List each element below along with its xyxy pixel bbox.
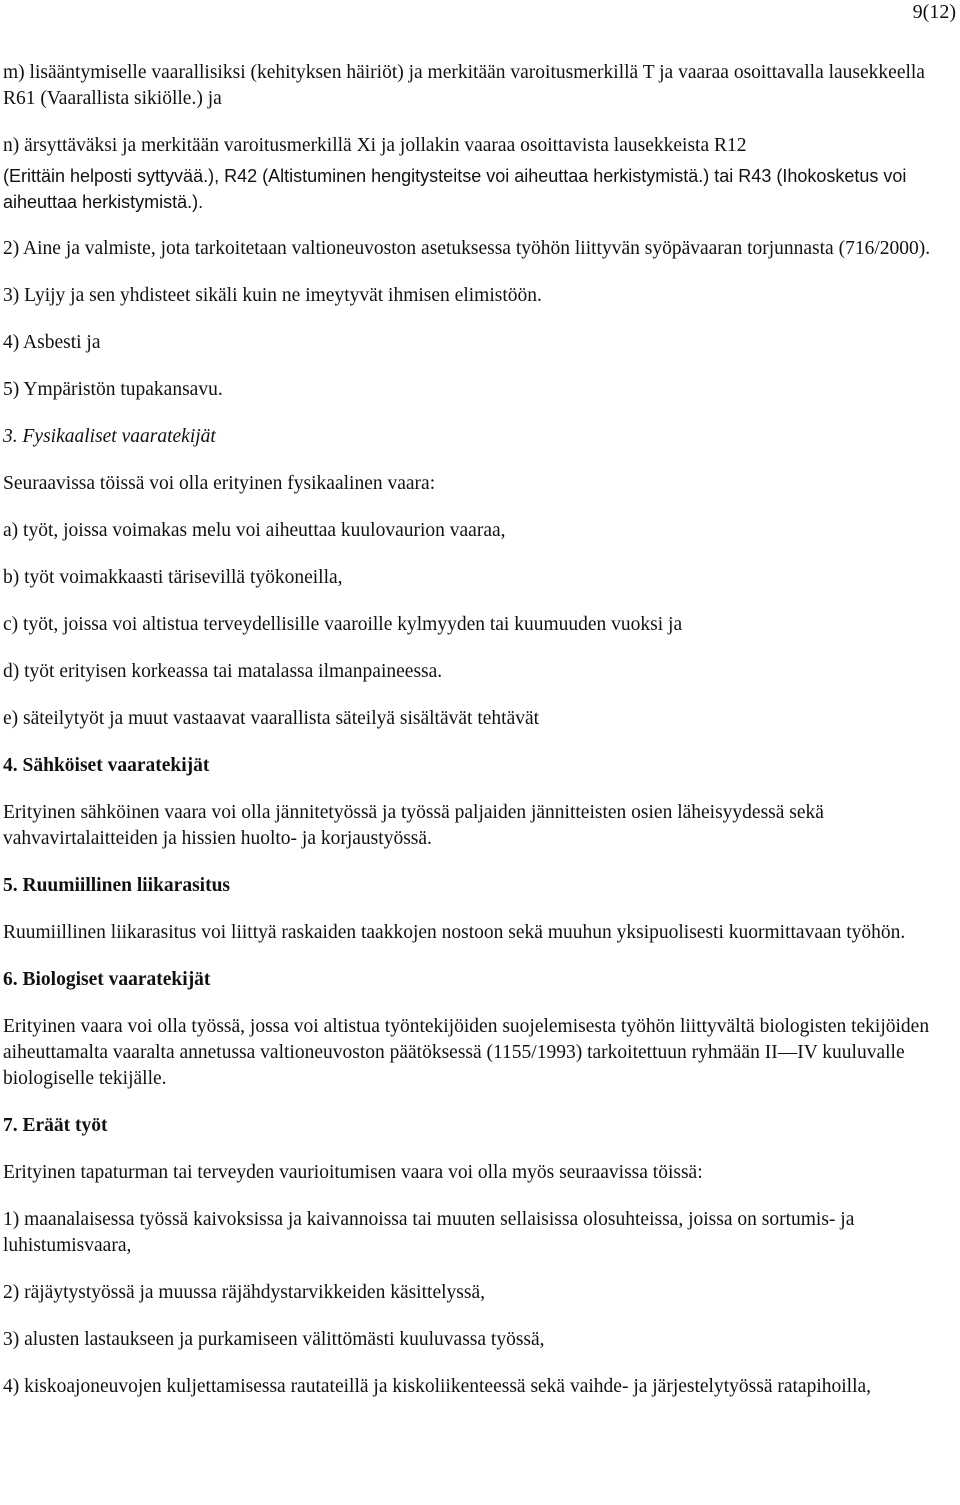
paragraph-n-first-line: n) ärsyttäväksi ja merkitään varoitusmerkillä Xi ja jollakin vaaraa osoittavista lausekkeista R12 [3,135,747,156]
physical-item-a: a) työt, joissa voimakas melu voi aiheuttaa kuulovaurion vaaraa, [3,520,506,541]
paragraph-n-continuation: (Erittäin helposti syttyvää.), R42 (Altistuminen hengitysteitse voi aiheuttaa herkistymistä.) tai R43 (Ihokosketus voi aiheuttaa herkistymistä.). [3,166,907,212]
physical-item-e: e) säteilytyöt ja muut vastaavat vaarallista säteilyä sisältävät tehtävät [3,708,540,729]
paragraph-2: 2) Aine ja valmiste, jota tarkoitetaan valtioneuvoston asetuksessa työhön liittyvän syöpävaaran torjunnasta (716/2000). [3,238,931,259]
heading-electrical-hazards: 4. Sähköiset vaaratekijät [3,755,210,776]
physical-item-c: c) työt, joissa voi altistua terveydellisille vaaroille kylmyyden tai kuumuuden vuoksi ja [3,614,683,635]
page-number: 9(12) [912,1,956,23]
biological-text: Erityinen vaara voi olla työssä, jossa voi altistua työntekijöiden suojelemisesta työhön liittyvältä biologisten tekijöiden aiheuttamalta vaaralta annetussa valtioneuvoston päätöksessä (1155/1993) tarkoitettuun ryhmään II—IV kuuluvalle biologiselle tekijälle. [3,1016,930,1089]
paragraph-3: 3) Lyijy ja sen yhdisteet sikäli kuin ne imeytyvät ihmisen elimistöön. [3,285,542,306]
document-body [3,60,953,1421]
certain-work-item-4: 4) kiskoajoneuvojen kuljettamisessa rautateillä ja kiskoliikenteessä sekä vaihde- ja järjestelytyössä ratapihoilla, [3,1376,872,1397]
certain-work-item-3: 3) alusten lastaukseen ja purkamiseen välittömästi kuuluvassa työssä, [3,1329,545,1350]
electrical-text: Erityinen sähköinen vaara voi olla jännitetyössä ja työssä paljaiden jännitteisten osien läheisyydessä sekä vahvavirtalaitteiden ja hissien huolto- ja korjaustyössä. [3,802,824,849]
heading-physical-strain: 5. Ruumiillinen liikarasitus [3,875,231,896]
heading-physical-hazards: 3. Fysikaaliset vaaratekijät [3,426,216,447]
paragraph-5: 5) Ympäristön tupakansavu. [3,379,223,400]
paragraph-m: m) lisääntymiselle vaarallisiksi (kehityksen häiriöt) ja merkitään varoitusmerkillä T ja vaaraa osoittavalla lausekkeella R61 (Vaarallista sikiölle.) ja [3,62,925,109]
paragraph-4: 4) Asbesti ja [3,332,101,353]
heading-biological-hazards: 6. Biologiset vaaratekijät [3,969,211,990]
certain-work-item-2: 2) räjäytystyössä ja muussa räjähdystarvikkeiden käsittelyssä, [3,1282,485,1303]
physical-item-d: d) työt erityisen korkeassa tai matalassa ilmanpaineessa. [3,661,443,682]
physical-item-b: b) työt voimakkaasti tärisevillä työkoneilla, [3,567,343,588]
certain-work-item-1: 1) maanalaisessa työssä kaivoksissa ja kaivannoissa tai muuten sellaisissa olosuhteissa, joissa on sortumis- ja luhistumisvaara, [3,1209,855,1256]
physical-strain-text: Ruumiillinen liikarasitus voi liittyä raskaiden taakkojen nostoon sekä muuhun yksipuolisesti kuormittavaan työhön. [3,922,906,943]
physical-intro: Seuraavissa töissä voi olla erityinen fysikaalinen vaara: [3,473,436,494]
heading-certain-work: 7. Eräät työt [3,1115,108,1136]
certain-work-intro: Erityinen tapaturman tai terveyden vaurioitumisen vaara voi olla myös seuraavissa töissä: [3,1162,703,1183]
